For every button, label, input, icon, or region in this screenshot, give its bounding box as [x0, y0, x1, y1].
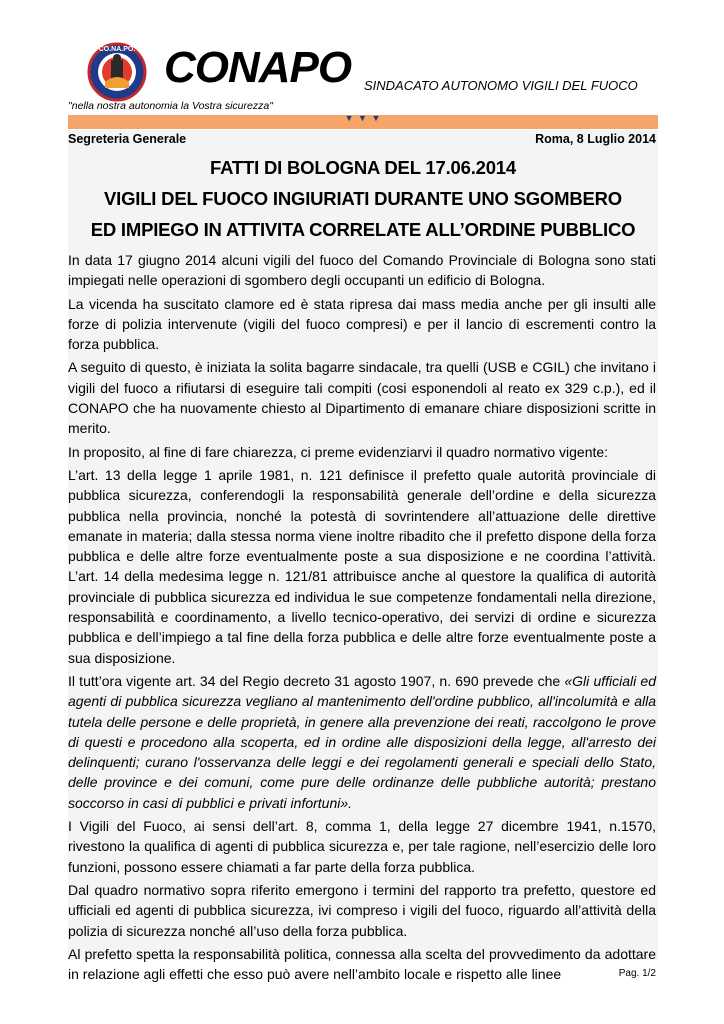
title-line-2: VIGILI DEL FUOCO INGIURIATI DURANTE UNO SGOMBERO	[103, 188, 622, 209]
legal-quote: «Gli ufficiali ed agenti di pubblica sicurezza vegliano al mantenimento dell'ordine pubblico, all'incolumità e alla tutela delle persone e delle proprietà, in genere alla prevenzione dei reati, raccolgono le prove di questi e procedono alla scoperta, ed in ordine alle disposizioni della legge, all'arresto dei delinquenti; curano l'osservanza delle leggi e dei regolamenti generali e speciali dello Stato, delle province e dei comuni, come pure delle ordinanze delle pubbliche autorità; prestano soccorso in casi di pubblici e privati infortuni».	[68, 672, 656, 811]
union-tagline: SINDACATO AUTONOMO VIGILI DEL FUOCO	[364, 78, 638, 93]
title-line-1: FATTI DI BOLOGNA DEL 17.06.2014	[210, 157, 516, 178]
place-date: Roma, 8 Luglio 2014	[535, 132, 656, 146]
paragraph-with-quote	[68, 671, 656, 813]
document-title	[68, 152, 658, 245]
paragraph: I Vigili del Fuoco, ai sensi dell’art. 8, comma 1, della legge 27 dicembre 1941, n.1570, rivestono la qualifica di agenti di pubblica sicurezza e, per tale ragione, nell’esercizio delle loro funzioni, possono essere chiamati a far parte della forza pubblica.	[68, 818, 656, 875]
header-accent-bar	[68, 115, 658, 129]
triple-down-arrow-icon: ▼ ▼ ▼	[344, 113, 382, 123]
paragraph: In data 17 giugno 2014 alcuni vigili del fuoco del Comando Provinciale di Bologna sono stati impiegati nelle operazioni di sgombero degli occupanti un edificio di Bologna.	[68, 252, 656, 289]
union-motto: "nella nostra autonomia la Vostra sicurezza"	[68, 100, 273, 112]
conapo-logo	[84, 42, 150, 102]
title-line-3: ED IMPIEGO IN ATTIVITA CORRELATE ALL’ORDINE PUBBLICO	[90, 219, 636, 240]
paragraph: La vicenda ha suscitato clamore ed è stata ripresa dai mass media anche per gli insulti alle forze di polizia intervenute (vigili del fuoco compresi) e per il lancio di escrementi contro la forza pubblica.	[68, 295, 656, 353]
paragraph: A seguito di questo, è iniziata la solita bagarre sindacale, tra quelli (USB e CGIL) che invitano i vigili del fuoco a rifiutarsi di eseguire tali compiti (cosi esponendoli al reato ex 329 c.p.), ed il CONAPO che ha nuovamente chiesto al Dipartimento di emanare chiare disposizioni scritte in merito.	[68, 359, 656, 437]
paragraph: Dal quadro normativo sopra riferito emergono i termini del rapporto tra prefetto, questore ed ufficiali ed agenti di pubblica sicurezza, ivi compreso i vigili del fuoco, riguardo all’attività della polizia di sicurezza nonché all’uso della forza pubblica.	[68, 881, 656, 939]
logo-text: CO.NA.PO.	[98, 46, 136, 53]
paragraph: L’art. 13 della legge 1 aprile 1981, n. 121 definisce il prefetto quale autorità provinciale di pubblica sicurezza, conferendogli la responsabilità generale dell’ordine e della sicurezza pubblica nella provincia, nonché la potestà di sovrintendere all’attuazione delle direttive emanate in materia; dalla stessa norma viene inoltre ribadito che il prefetto dispone della forza pubblica e delle altre forze eventualmente poste a sua disposizione e ne coordina l’attività. L’art. 14 della medesima legge n. 121/81 attribuisce anche al questore la qualifica di autorità provinciale di pubblica sicurezza ed individua le sue competenze fondamentali nella direzione, responsabilità e coordinamento, a livello tecnico-operativo, dei servizi di ordine e sicurezza pubblica e dell’impiego a tal fine della forza pubblica e delle altre forze eventualmente poste a sua disposizione.	[68, 466, 656, 666]
quote-intro: Il tutt’ora vigente art. 34 del Regio decreto 31 agosto 1907, n. 690 prevede che	[68, 672, 565, 689]
page-number: Pag. 1/2	[618, 968, 656, 979]
section-label: Segreteria Generale	[68, 132, 187, 146]
document-body	[68, 250, 656, 987]
brand-name: CONAPO	[164, 43, 352, 92]
paragraph: In proposito, al fine di fare chiarezza, ci preme evidenziarvi il quadro normativo vigente:	[68, 443, 609, 460]
paragraph: Al prefetto spetta la responsabilità politica, connessa alla scelta del provvedimento da adottare in relazione agli effetti che esso può avere nell’ambito locale e rispetto alle linee	[68, 945, 656, 983]
